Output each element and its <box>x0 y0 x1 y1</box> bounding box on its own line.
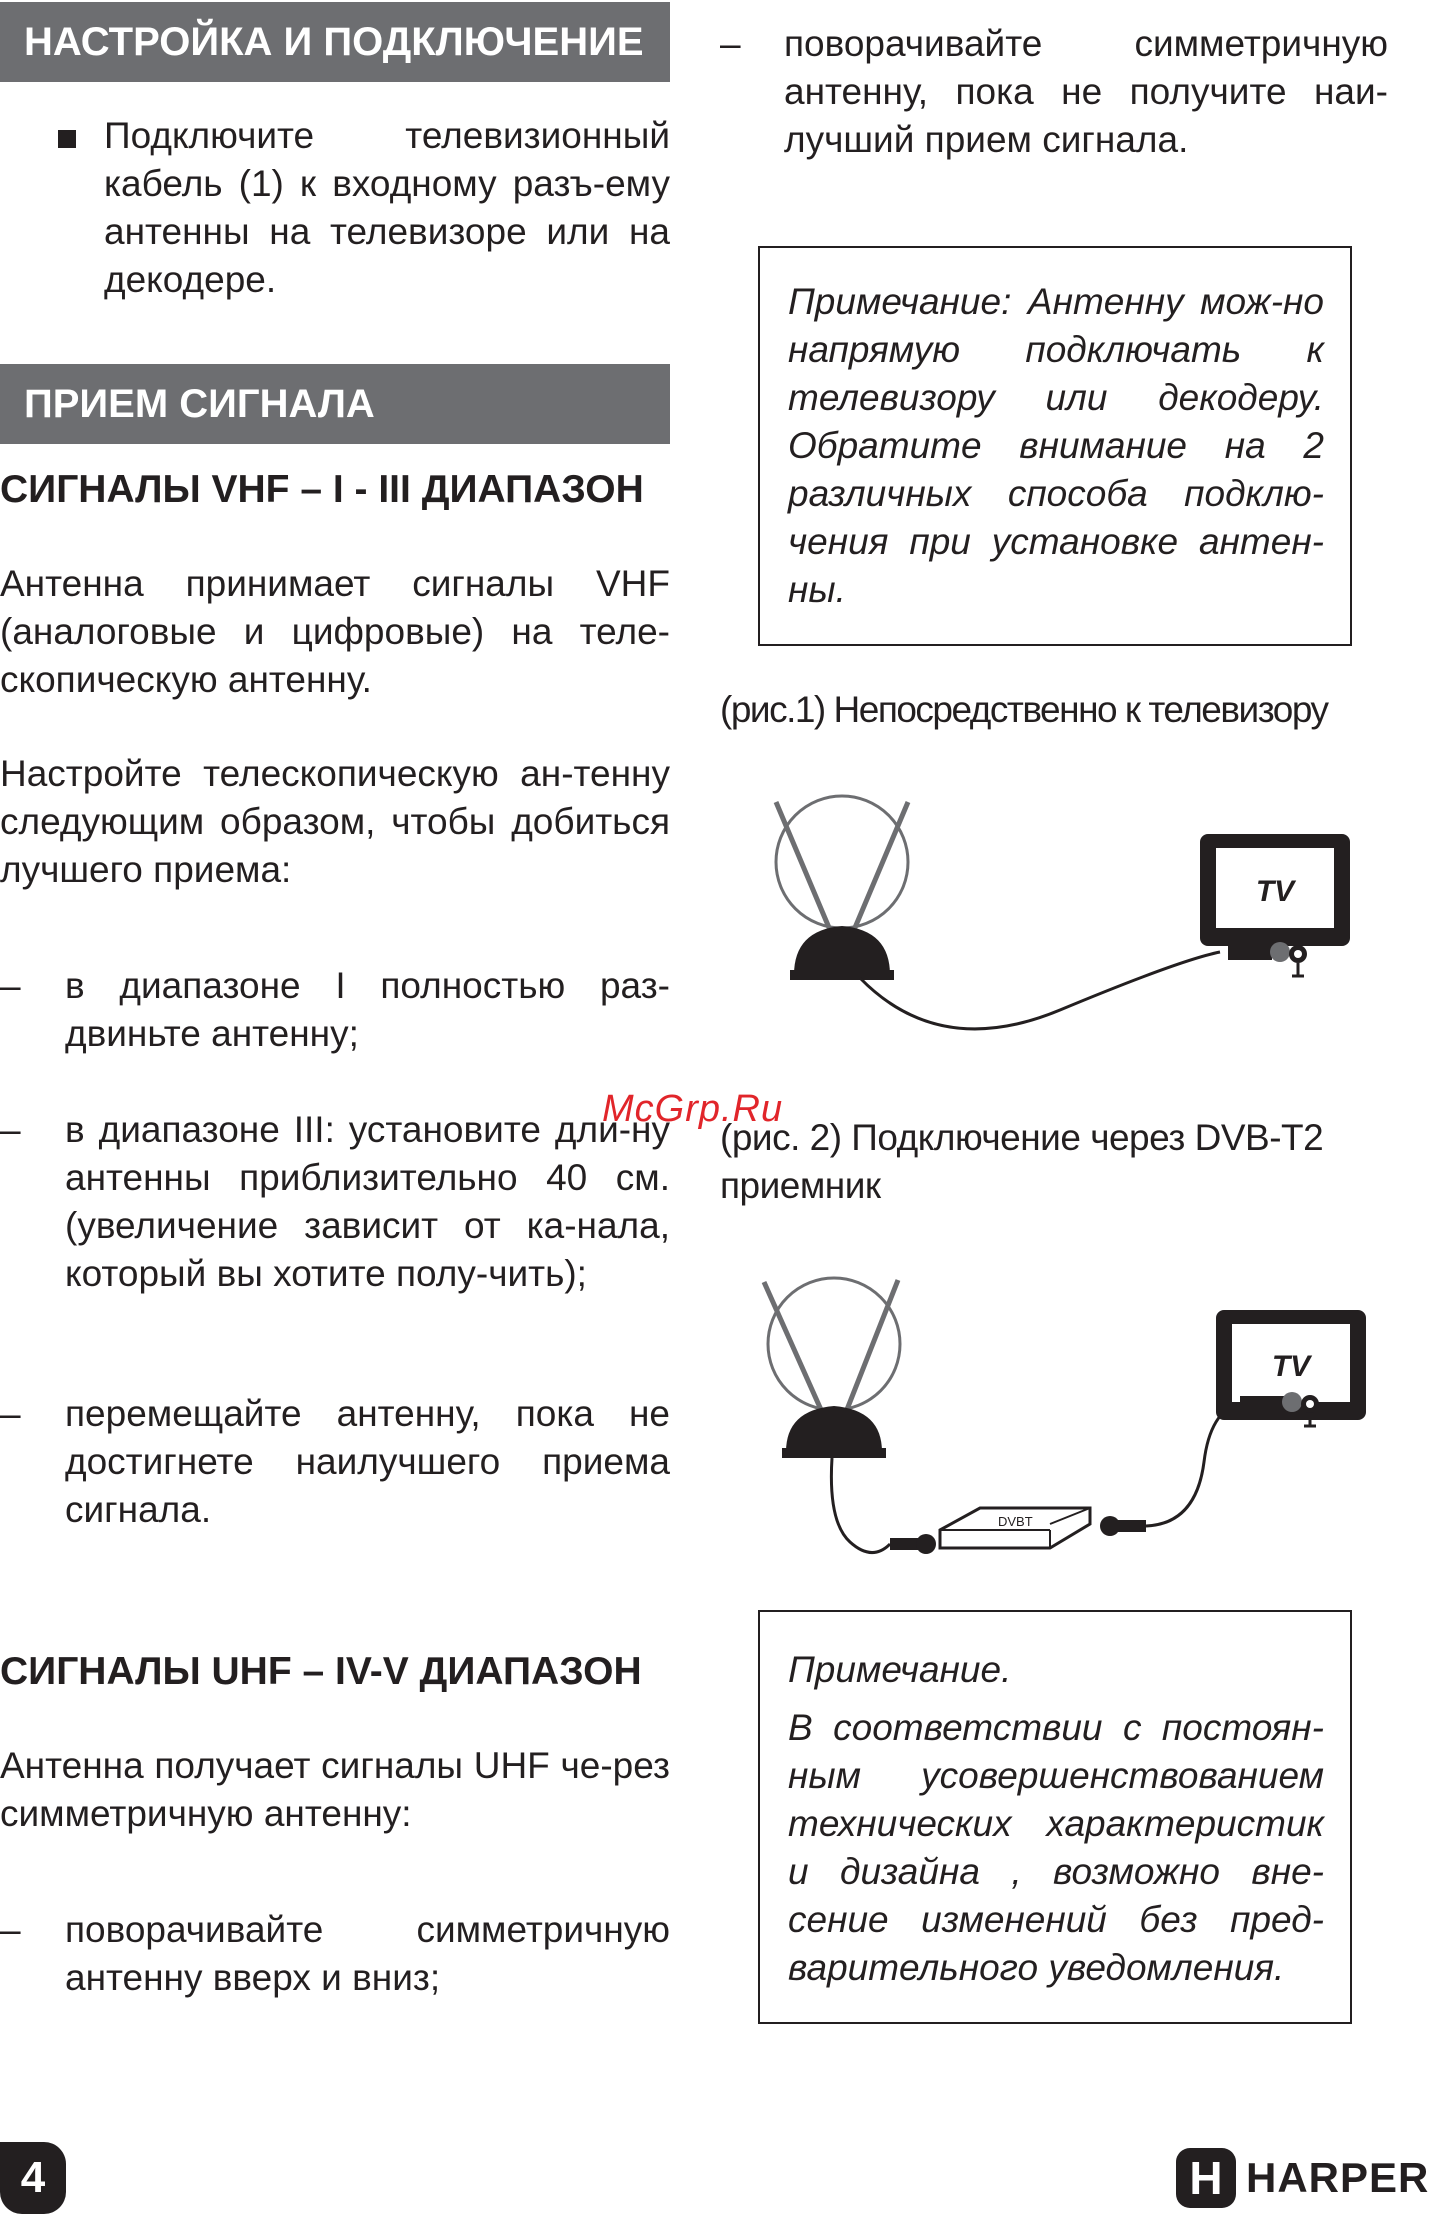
dash-marker: – <box>0 1393 21 1434</box>
antenna-icon <box>764 1278 900 1458</box>
brand-logo <box>1176 2146 1429 2210</box>
dash-marker: – <box>720 23 741 64</box>
uhf-item <box>720 20 1390 164</box>
dvbt-receiver-icon <box>940 1508 1090 1548</box>
vhf-heading: СИГНАЛЫ VHF – I - III ДИАПАЗОН <box>0 468 644 511</box>
vhf-item-text: в диапазоне I полностью раз-двиньте антенну; <box>65 965 670 1054</box>
tv-icon <box>1200 834 1350 976</box>
vhf-item <box>0 1106 670 1346</box>
figure-2-diagram <box>740 1262 1380 1582</box>
square-bullet-icon <box>58 112 76 160</box>
setup-bullet-text: Подключите телевизионный кабель (1) к входному разъ-ему антенны на телевизоре или на декодере. <box>104 115 670 300</box>
vhf-item <box>0 1390 670 1534</box>
page-number: 4 <box>0 2142 66 2214</box>
tv-icon <box>1216 1310 1366 1426</box>
uhf-paragraph-1: Антенна получает сигналы UHF че-рез симметричную антенну: <box>0 1745 670 1834</box>
setup-bullet <box>58 112 670 312</box>
watermark: McGrp.Ru <box>602 1088 784 1130</box>
uhf-item-text: поворачивайте симметричную антенну вверх и вниз; <box>65 1909 670 1998</box>
dash-marker: – <box>0 1109 21 1150</box>
vhf-paragraph-2: Настройте телескопическую ан-тенну следующим образом, чтобы добиться лучшего приема: <box>0 753 670 890</box>
antenna-icon <box>776 796 908 980</box>
dash-marker: – <box>0 1909 21 1950</box>
vhf-item-text: перемещайте антенну, пока не достигнете наилучшего приема сигнала. <box>65 1393 670 1530</box>
section-title-reception: ПРИЕМ СИГНАЛА <box>0 364 670 444</box>
uhf-item-text: поворачивайте симметричную антенну, пока не получите наи-лучший прием сигнала. <box>784 23 1388 160</box>
vhf-item-text: в диапазоне III: установите дли-ну антенны приблизительно 40 см. (увеличение зависит от ка-нала, который вы хотите полу-чить); <box>65 1109 670 1294</box>
cable <box>860 952 1220 1029</box>
figure-1-caption: (рис.1) Непосредственно к телевизору <box>720 689 1328 730</box>
note-2-title: Примечание. <box>788 1649 1012 1690</box>
section-title-setup: НАСТРОЙКА И ПОДКЛЮЧЕНИЕ <box>0 2 670 82</box>
note-box-1 <box>758 246 1352 646</box>
note-box-2 <box>758 1610 1352 2024</box>
note-1-text: Примечание: Антенну мож-но напрямую подключать к телевизору или декодеру. Обратите внимание на 2 различных способа подклю-чения при установке антен-ны. <box>788 281 1324 610</box>
vhf-item <box>0 962 670 1058</box>
dvbt-label: DVBT <box>998 1514 1033 1529</box>
connector-icon <box>890 1534 936 1554</box>
cable-antenna-to-receiver <box>831 1458 890 1553</box>
dash-marker: – <box>0 965 21 1006</box>
vhf-paragraph-1: Антенна принимает сигналы VHF (аналоговые и цифровые) на теле-скопическую антенну. <box>0 563 670 700</box>
tv-label: TV <box>1255 875 1295 908</box>
uhf-item <box>0 1906 670 2002</box>
connector-icon <box>1100 1516 1146 1536</box>
brand-mark-icon: H <box>1176 2148 1236 2208</box>
brand-name: HARPER <box>1246 2154 1429 2201</box>
cable-receiver-to-tv <box>1146 1402 1240 1526</box>
tv-label: TV <box>1271 1350 1311 1383</box>
note-2-text: В соответствии с постоян-ным усовершенствованием технических характеристик и дизайна , возможно вне-сение изменений без пред-варительного уведомления. <box>788 1707 1324 1988</box>
figure-2-caption: (рис. 2) Подключение через DVB-T2 приемник <box>720 1117 1324 1206</box>
figure-1-diagram <box>750 780 1370 1040</box>
uhf-heading: СИГНАЛЫ UHF – IV-V ДИАПАЗОН <box>0 1650 642 1693</box>
